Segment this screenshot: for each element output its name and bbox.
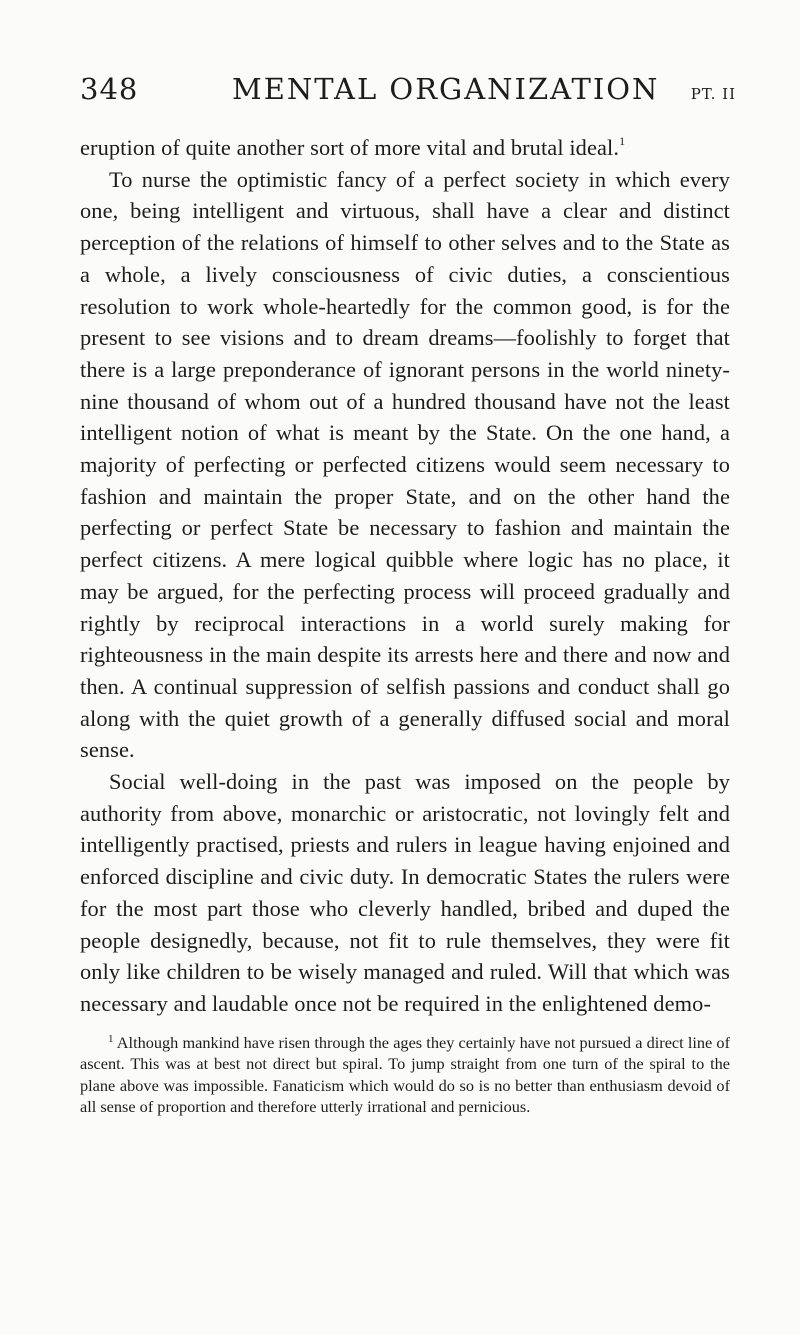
body-text bbox=[80, 132, 730, 1020]
footnote-text: Although mankind have risen through the ages they certainly have not pursued a direct line of ascent. This was at best not direct but spiral. To jump straight from one turn of the spiral to the plane above was impossible. Fanaticism which would do so is no better than enthusiasm devoid of all sense of proportion and therefore utterly irrational and pernicious. bbox=[80, 1032, 730, 1117]
page-number: 348 bbox=[80, 72, 139, 106]
paragraph: Social well-doing in the past was imposed on the people by authority from above, monarchic or aristocratic, not lovingly felt and intelligently practised, priests and rulers in league having enjoined and enforced discipline and civic duty. In democratic States the rulers were for the most part those who cleverly handled, bribed and duped the people designedly, because, not fit to rule themselves, they were fit only like children to be wisely managed and ruled. Will that which was necessary and laudable once not be required in the enlightened demo- bbox=[80, 769, 730, 1016]
book-page bbox=[80, 72, 736, 1118]
footnote bbox=[80, 1032, 730, 1118]
footnote-marker: 1 bbox=[108, 1032, 114, 1045]
paragraph: To nurse the optimistic fancy of a perfect society in which every one, being intelligent and virtuous, shall have a clear and distinct perception of the relations of himself to other selves and to the State as a whole, a lively consciousness of civic duties, a conscientious resolution to work whole-heartedly for the common good, is for the present to see visions and to dream dreams—foolishly to forget that there is a large preponderance of ignorant persons in the world ninety-nine thousand of whom out of a hundred thousand have not the least intelligent notion of what is meant by the State. On the one hand, a majority of perfecting or perfected citizens would seem necessary to fashion and maintain the proper State, and on the other hand the perfecting or perfect State be necessary to fashion and maintain the perfect citizens. A mere logical quibble where logic has no place, it may be argued, for the perfecting process will proceed gradually and rightly by reciprocal interactions in a world surely making for righteousness in the main despite its arrests here and there and now and then. A continual suppression of selfish passions and conduct shall go along with the quiet growth of a generally diffused social and moral sense. bbox=[80, 166, 730, 763]
paragraph-continuation bbox=[80, 132, 730, 164]
footnote-reference: 1 bbox=[619, 134, 626, 148]
page-header bbox=[80, 72, 736, 116]
part-label: PT. II bbox=[690, 85, 736, 103]
running-head: MENTAL ORGANIZATION bbox=[232, 72, 660, 106]
paragraph-text: eruption of quite another sort of more vital and brutal ideal. bbox=[80, 135, 620, 160]
